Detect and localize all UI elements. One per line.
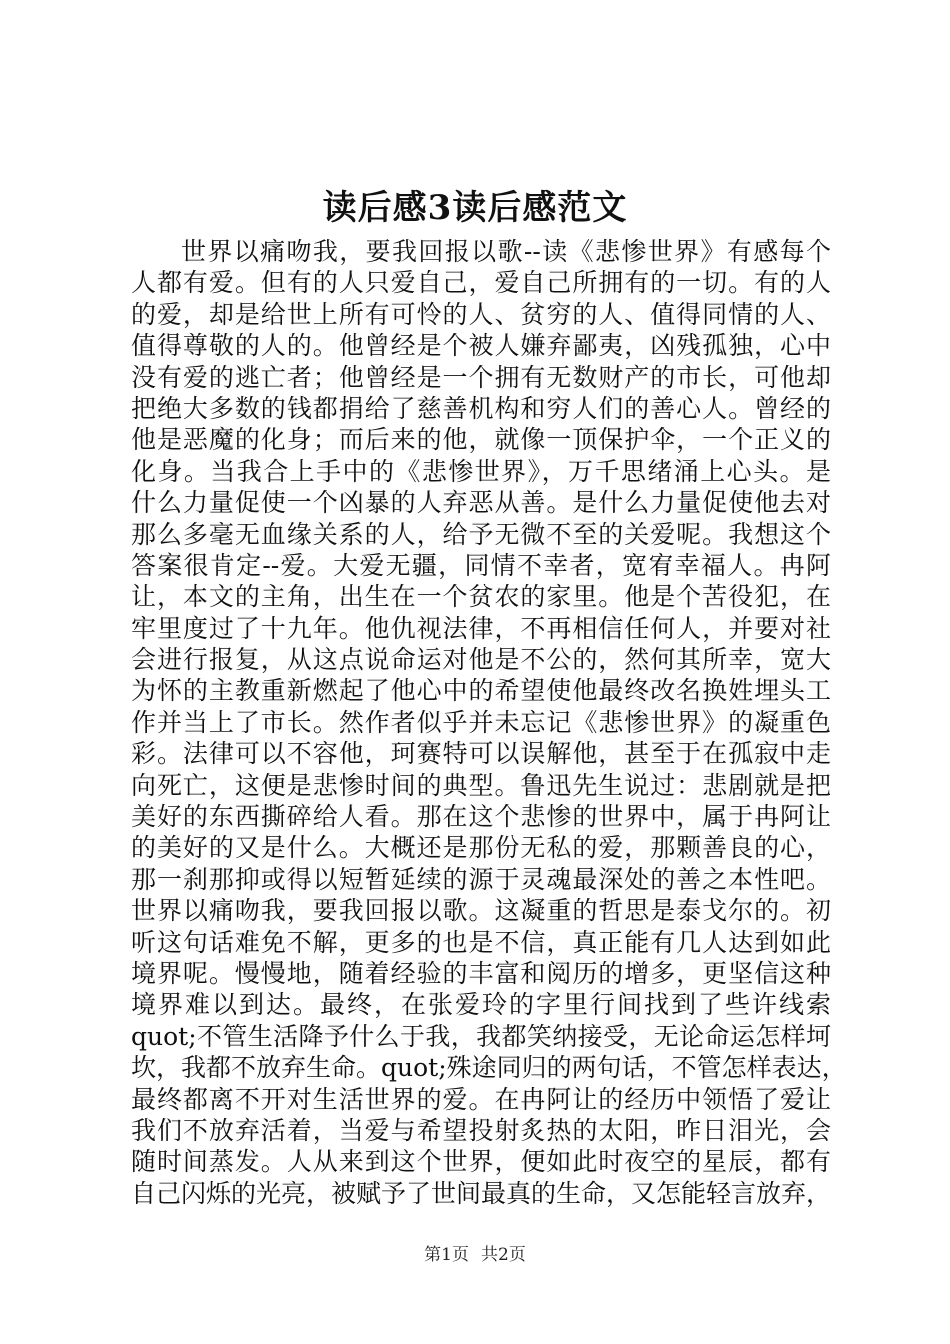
body-line: 境界呢。慢慢地，随着经验的丰富和阅历的增多，更坚信这种 [131, 958, 831, 988]
body-line: quot;不管生活降予什么于我，我都笑纳接受，无论命运怎样坷 [131, 1021, 831, 1051]
body-line: 最终都离不开对生活世界的爱。在冉阿让的经历中领悟了爱让 [131, 1084, 831, 1114]
body-line: 答案很肯定--爱。大爱无疆，同情不幸者，宽宥幸福人。冉阿 [131, 550, 831, 580]
page-footer [0, 1243, 950, 1267]
body-line: 什么力量促使一个凶暴的人弃恶从善。是什么力量促使他去对 [131, 488, 831, 518]
body-line: 世界以痛吻我，要我回报以歌--读《悲惨世界》有感每个 [181, 237, 831, 266]
body-line: 化身。当我合上手中的《悲惨世界》，万千思绪涌上心头。是 [131, 456, 831, 486]
body-line: 我们不放弃活着，当爱与希望投射炙热的太阳，昨日泪光，会 [131, 1115, 831, 1145]
body-line: 会进行报复，从这点说命运对他是不公的，然何其所幸，宽大 [131, 645, 831, 675]
body-line: 境界难以到达。最终，在张爱玲的字里行间找到了些许线索 [131, 990, 831, 1020]
document-body [131, 236, 847, 1209]
body-line: 他是恶魔的化身；而后来的他，就像一顶保护伞，一个正义的 [131, 425, 831, 455]
page-total: 共2页 [481, 1245, 526, 1265]
body-line: 自己闪烁的光亮，被赋予了世间最真的生命，又怎能轻言放弃， [131, 1178, 832, 1208]
body-line: 为怀的主教重新燃起了他心中的希望使他最终改名换姓埋头工 [131, 676, 831, 706]
body-line: 彩。法律可以不容他，珂赛特可以误解他，甚至于在孤寂中走 [131, 739, 831, 769]
body-line: 的美好的又是什么。大概还是那份无私的爱，那颗善良的心， [131, 833, 831, 863]
body-line: 的爱，却是给世上所有可怜的人、贫穷的人、值得同情的人、 [131, 299, 831, 329]
body-line: 那一刹那抑或得以短暂延续的源于灵魂最深处的善之本性吧。 [131, 864, 831, 894]
document-title: 读后感3读后感范文 [322, 188, 628, 228]
body-line: 把绝大多数的钱都捐给了慈善机构和穷人们的善心人。曾经的 [131, 393, 831, 423]
body-line: 美好的东西撕碎给人看。那在这个悲惨的世界中，属于冉阿让 [131, 802, 831, 832]
page-number: 第1页 [424, 1245, 469, 1265]
body-line: 作并当上了市长。然作者似乎并未忘记《悲惨世界》的凝重色 [131, 707, 831, 737]
body-line: 让，本文的主角，出生在一个贫农的家里。他是个苦役犯，在 [131, 582, 831, 612]
body-line: 那么多毫无血缘关系的人，给予无微不至的关爱呢。我想这个 [131, 519, 831, 549]
body-line: 人都有爱。但有的人只爱自己，爱自己所拥有的一切。有的人 [131, 268, 831, 298]
body-line: 听这句话难免不解，更多的也是不信，真正能有几人达到如此 [131, 927, 831, 957]
body-line: 值得尊敬的人的。他曾经是个被人嫌弃鄙夷，凶残孤独，心中 [131, 331, 831, 361]
body-line: 世界以痛吻我，要我回报以歌。这凝重的哲思是泰戈尔的。初 [131, 896, 831, 926]
body-line: 向死亡，这便是悲惨时间的典型。鲁迅先生说过：悲剧就是把 [131, 770, 831, 800]
body-line: 坎，我都不放弃生命。quot;殊途同归的两句话，不管怎样表达， [131, 1053, 847, 1083]
body-line: 随时间蒸发。人从来到这个世界，便如此时夜空的星辰，都有 [131, 1147, 831, 1177]
body-line: 没有爱的逃亡者；他曾经是一个拥有无数财产的市长，可他却 [131, 362, 831, 392]
body-line: 牢里度过了十九年。他仇视法律，不再相信任何人，并要对社 [131, 613, 831, 643]
